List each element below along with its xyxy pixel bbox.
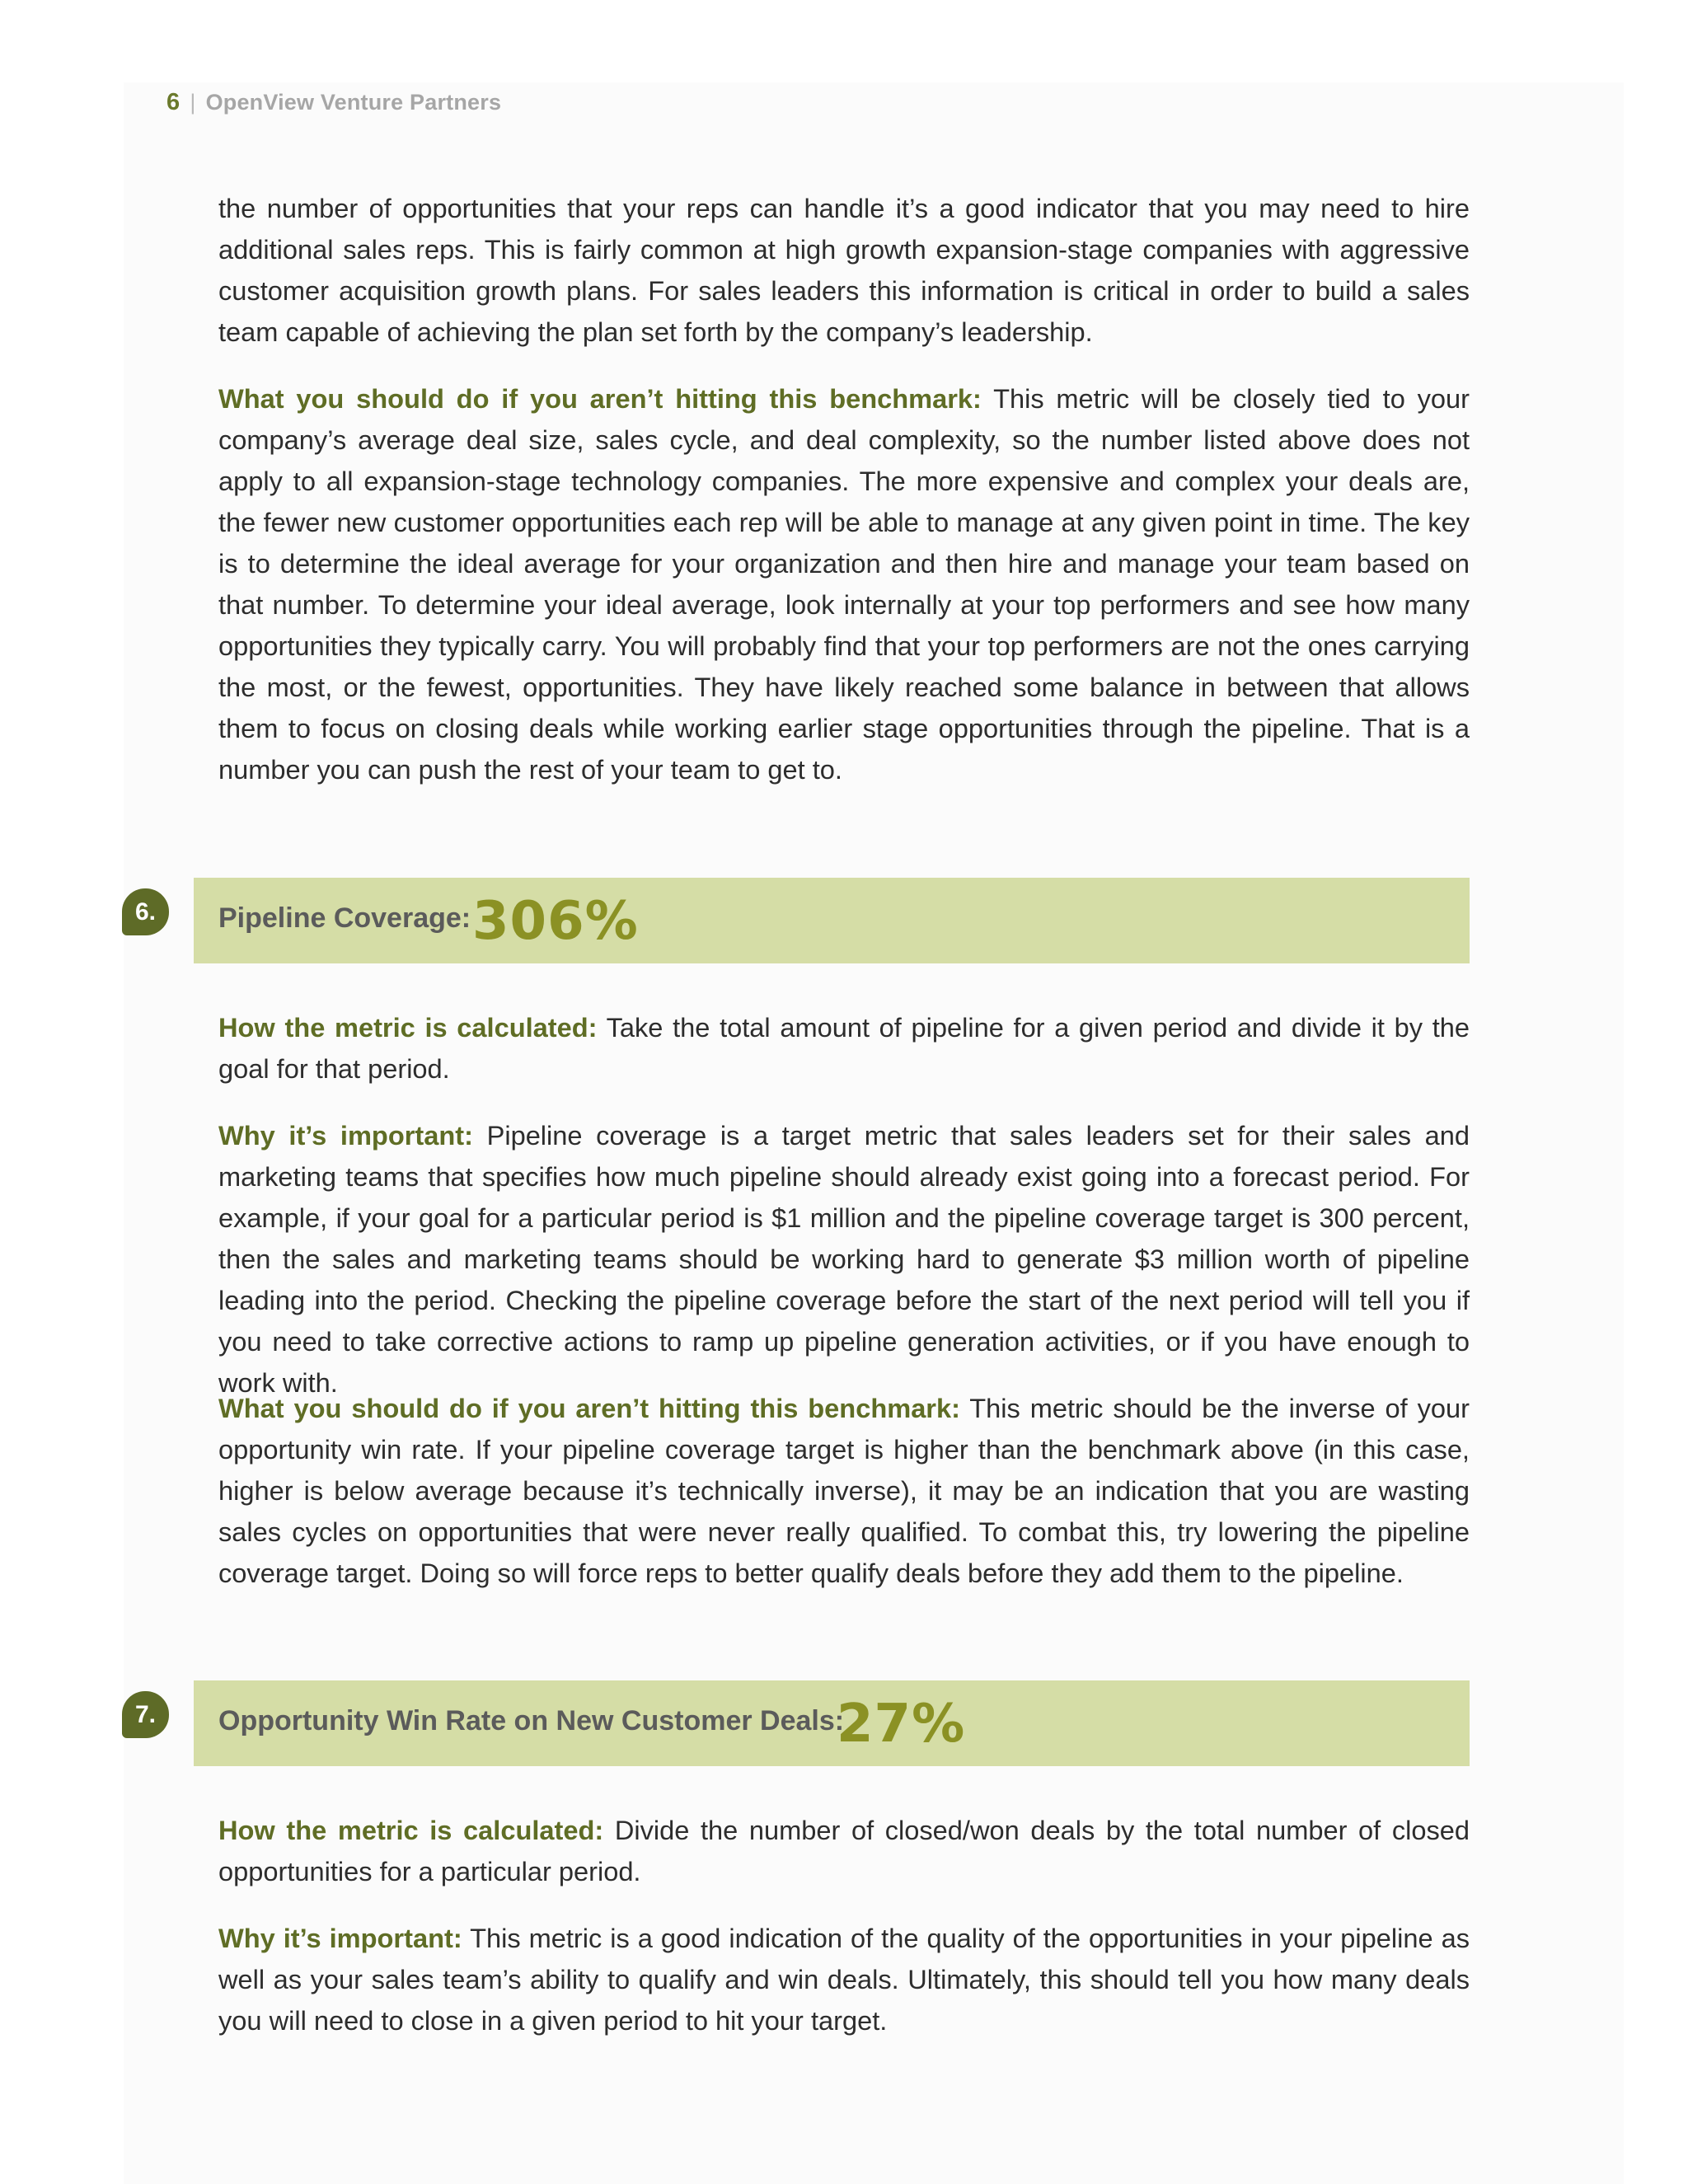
publisher-name: OpenView Venture Partners xyxy=(205,90,502,115)
header-separator: | xyxy=(190,90,196,115)
calc-label: How the metric is calculated: xyxy=(218,1815,604,1845)
section-7-title: Opportunity Win Rate on New Customer Deals: xyxy=(218,1705,845,1736)
section-7-why-paragraph xyxy=(218,1918,1470,2041)
section-6-value: 306% xyxy=(472,891,639,952)
section-6-calc-paragraph xyxy=(218,1007,1470,1090)
section-6-title: Pipeline Coverage: xyxy=(218,902,471,934)
section-6-benchmark-paragraph xyxy=(218,1388,1470,1594)
why-label: Why it’s important: xyxy=(218,1923,462,1953)
running-header xyxy=(166,89,501,116)
section-7-value: 27% xyxy=(837,1694,966,1755)
intro-paragraph: the number of opportunities that your reps can handle it’s a good indicator that you may need to hire additional sales reps. This is fairly common at high growth expansion-stage companies with aggressive customer acquisition growth plans. For sales leaders this information is critical in order to build a sales team capable of achieving the plan set forth by the company’s leadership. xyxy=(218,193,1470,347)
why-text: Pipeline coverage is a target metric that sales leaders set for their sales and marketing teams that specifies how much pipeline should already exist going into a forecast period. For example, if your goal for a particular period is $1 million and the pipeline coverage target is 300 percent, then the sales and marketing teams should be working hard to generate $3 million worth of pipeline leading into the period. Checking the pipeline coverage before the start of the next period will tell you if you need to take corrective actions to ramp up pipeline generation activities, or if you have enough to work with. xyxy=(218,1120,1470,1398)
benchmark-label: What you should do if you aren’t hitting this benchmark: xyxy=(218,383,982,414)
section-6-title-bar xyxy=(194,878,1470,963)
section-7-calc-paragraph xyxy=(218,1810,1470,1892)
section-6-why-paragraph xyxy=(218,1115,1470,1404)
benchmark-text: This metric will be closely tied to your company’s average deal size, sales cycle, and deal complexity, so the number listed above does not apply to all expansion-stage technology companies. The more expensive and complex your deals are, the fewer new customer opportunities each rep will be able to manage at any given point in time. The key is to determine the ideal average for your organization and then hire and manage your team based on that number. To determine your ideal average, look internally at your top performers and see how many opportunities they typically carry. You will probably find that your top performers are not the ones carrying the most, or the fewest, opportunities. They have likely reached some balance in between that allows them to focus on closing deals while working earlier stage opportunities through the pipeline. That is a number you can push the rest of your team to get to. xyxy=(218,383,1470,785)
benchmark-label: What you should do if you aren’t hitting this benchmark: xyxy=(218,1393,960,1423)
section-6-badge: 6. xyxy=(122,888,169,935)
benchmark-text: This metric should be the inverse of your opportunity win rate. If your pipeline coverage target is higher than the benchmark above (in this case, higher is below average because it’s technically inverse), it may be an indication that you are wasting sales cycles on opportunities that were never really qualified. To combat this, try lowering the pipeline coverage target. Doing so will force reps to better qualify deals before they add them to the pipeline. xyxy=(218,1393,1470,1588)
section-7-badge: 7. xyxy=(122,1691,169,1738)
calc-text: Take the total amount of pipeline for a given period and divide it by the goal for that period. xyxy=(218,1012,1470,1084)
why-label: Why it’s important: xyxy=(218,1120,473,1151)
intro-benchmark-paragraph xyxy=(218,378,1470,790)
section-7-title-bar xyxy=(194,1680,1470,1766)
page-number: 6 xyxy=(166,89,181,115)
calc-label: How the metric is calculated: xyxy=(218,1012,598,1043)
calc-text: Divide the number of closed/won deals by the total number of closed opportunities for a particular period. xyxy=(218,1815,1470,1886)
why-text: This metric is a good indication of the quality of the opportunities in your pipeline as well as your sales team’s ability to qualify and win deals. Ultimately, this should tell you how many deals you will need to close in a given period to hit your target. xyxy=(218,1923,1470,2036)
